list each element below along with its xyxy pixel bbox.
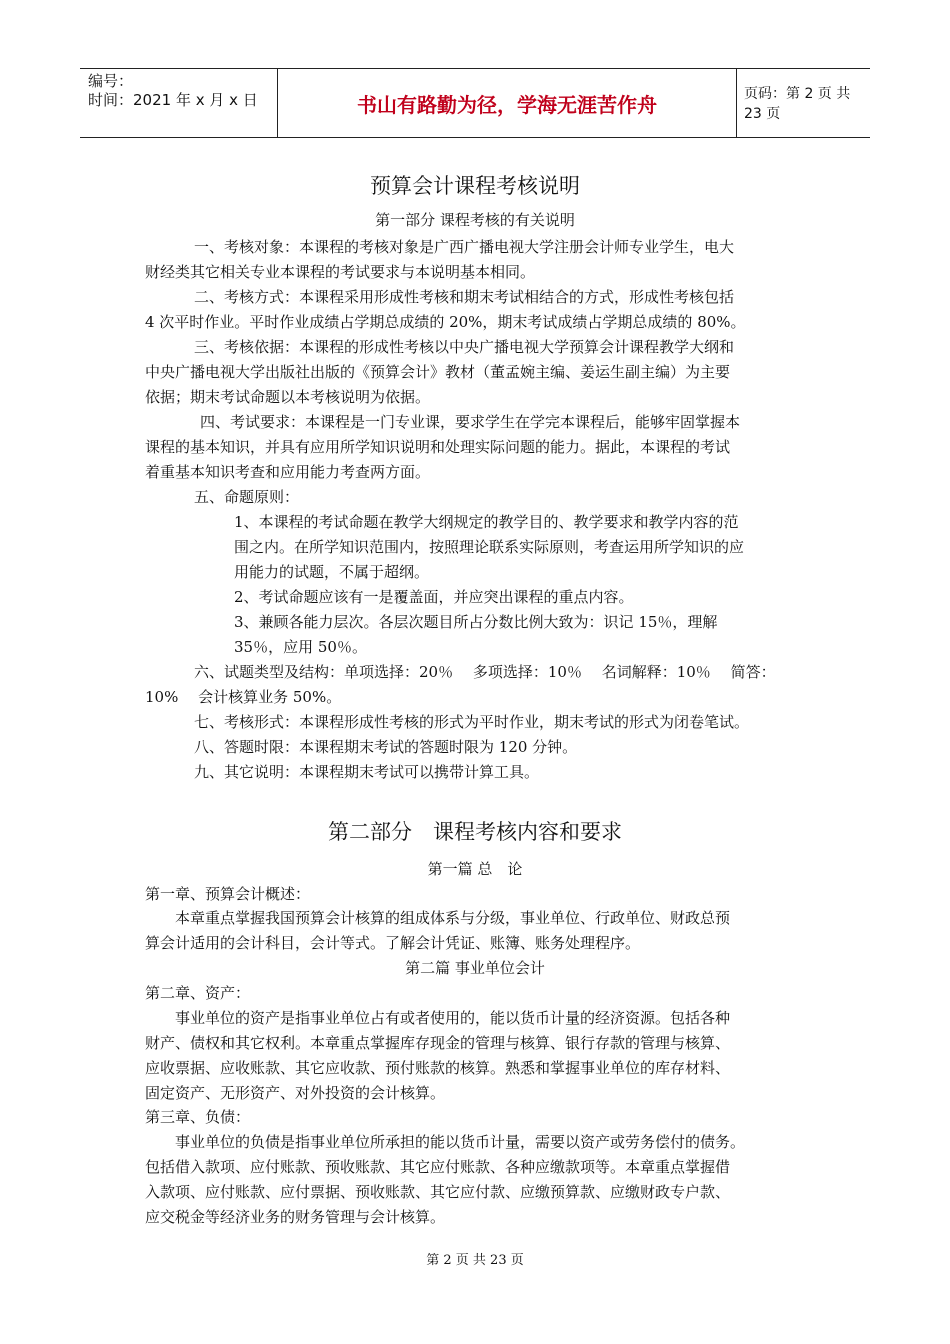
text-line: 六、试题类型及结构：单项选择：20％ 多项选择：10％ 名词解释：10％ 简答： [194, 663, 776, 681]
chapter-title: 第三章、负债： [145, 1108, 251, 1126]
text-line: 用能力的试题，不属于超纲。 [234, 563, 430, 581]
header-date: 时间：2021 年 x 月 x 日 [88, 91, 258, 109]
text-line: 着重基本知识考查和应用能力考查两方面。 [145, 463, 431, 481]
text-line: 事业单位的负债是指事业单位所承担的能以货币计量，需要以资产或劳务偿付的债务。 [175, 1133, 746, 1151]
document-title: 预算会计课程考核说明 [370, 174, 580, 198]
part2-heading: 第二部分 课程考核内容和要求 [328, 820, 622, 844]
header-info-cell [80, 69, 278, 137]
header-motto: 书山有路勤为径，学海无涯苦作舟 [278, 69, 737, 137]
text-line: 依据；期末考试命题以本考核说明为依据。 [145, 388, 431, 406]
text-line: 3、兼顾各能力层次。各层次题目所占分数比例大致为：识记 15％，理解 [234, 613, 718, 631]
text-line: 算会计适用的会计科目，会计等式。了解会计凭证、账簿、账务处理程序。 [145, 934, 641, 952]
page-footer: 第 2 页 共 23 页 [426, 1253, 524, 1268]
text-line: 围之内。在所学知识范围内，按照理论联系实际原则，考查运用所学知识的应 [234, 538, 745, 556]
text-line: 五、命题原则： [194, 488, 300, 506]
text-line: 财产、债权和其它权利。本章重点掌握库存现金的管理与核算、银行存款的管理与核算、 [145, 1034, 731, 1052]
text-line: 包括借入款项、应付账款、预收账款、其它应付账款、各种应缴款项等。本章重点掌握借 [145, 1158, 731, 1176]
text-line: 七、考核形式：本课程形成性考核的形式为平时作业，期末考试的形式为闭卷笔试。 [194, 713, 750, 731]
text-line: 固定资产、无形资产、对外投资的会计核算。 [145, 1084, 446, 1102]
text-line: 财经类其它相关专业本课程的考试要求与本说明基本相同。 [145, 263, 536, 281]
text-line: 四、考试要求：本课程是一门专业课，要求学生在学完本课程后，能够牢固掌握本 [200, 413, 741, 431]
page-header [80, 68, 870, 138]
text-line: 本章重点掌握我国预算会计核算的组成体系与分级，事业单位、行政单位、财政总预 [175, 909, 731, 927]
text-line: 4 次平时作业。平时作业成绩占学期总成绩的 20%，期末考试成绩占学期总成绩的 80%。 [145, 313, 746, 331]
header-page-number: 页码：第 2 页 共 23 页 [744, 86, 851, 122]
text-line: 1、本课程的考试命题在教学大纲规定的教学目的、教学要求和教学内容的范 [234, 513, 739, 531]
chapter-title: 第一章、预算会计概述： [145, 885, 311, 903]
text-line: 三、考核依据：本课程的形成性考核以中央广播电视大学预算会计课程教学大纲和 [194, 338, 735, 356]
text-line: 35％，应用 50％。 [234, 638, 367, 656]
text-line: 2、考试命题应该有一是覆盖面，并应突出课程的重点内容。 [234, 588, 634, 606]
text-line: 中央广播电视大学出版社出版的《预算会计》教材（董孟婉主编、姜运生副主编）为主要 [145, 363, 731, 381]
text-line: 应收票据、应收账款、其它应收款、预付账款的核算。熟悉和掌握事业单位的库存材料、 [145, 1059, 731, 1077]
section2-heading: 第二篇 事业单位会计 [405, 959, 545, 977]
part1-heading: 第一部分 课程考核的有关说明 [375, 211, 575, 229]
text-line: 事业单位的资产是指事业单位占有或者使用的，能以货币计量的经济资源。包括各种 [175, 1009, 731, 1027]
chapter-title: 第二章、资产： [145, 984, 251, 1002]
section1-heading: 第一篇 总 论 [427, 860, 523, 878]
text-line: 入款项、应付账款、应付票据、预收账款、其它应付款、应缴预算款、应缴财政专户款、 [145, 1183, 731, 1201]
text-line: 二、考核方式：本课程采用形成性考核和期末考试相结合的方式，形成性考核包括 [194, 288, 735, 306]
text-line: 九、其它说明：本课程期末考试可以携带计算工具。 [194, 763, 540, 781]
text-line: 课程的基本知识，并具有应用所学知识说明和处理实际问题的能力。据此，本课程的考试 [145, 438, 731, 456]
text-line: 八、答题时限：本课程期末考试的答题时限为 120 分钟。 [194, 738, 578, 756]
text-line: 应交税金等经济业务的财务管理与会计核算。 [145, 1208, 446, 1226]
header-number: 编号： [88, 72, 134, 90]
text-line: 10% 会计核算业务 50%。 [145, 688, 342, 706]
text-line: 一、考核对象：本课程的考核对象是广西广播电视大学注册会计师专业学生，电大 [194, 238, 735, 256]
